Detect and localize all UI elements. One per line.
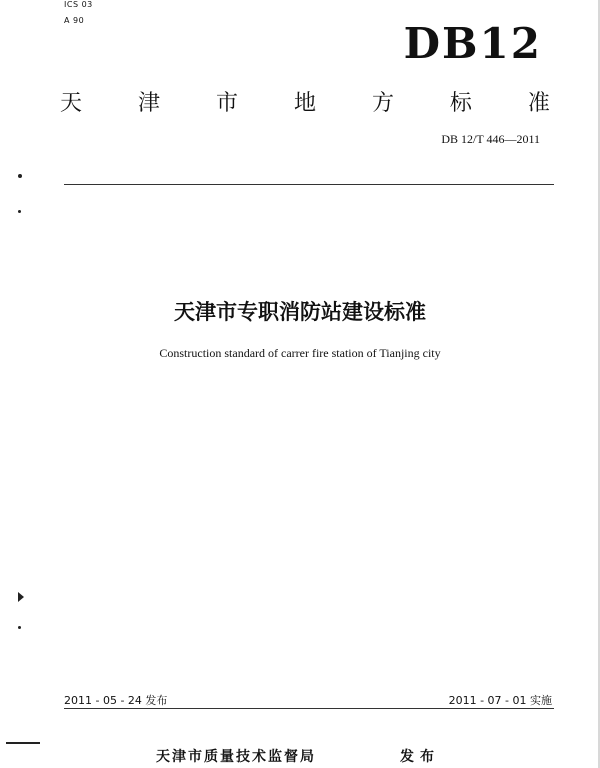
local-standard-heading: [60, 84, 550, 118]
bottom-divider: [64, 708, 554, 709]
scan-artifact: [18, 626, 21, 629]
heading-char: 方: [371, 90, 394, 116]
scan-artifact: [18, 592, 24, 602]
issue-action: 发布: [400, 749, 440, 765]
heading-char: 津: [137, 90, 160, 116]
issuing-authority: 天津市质量技术监督局: [156, 749, 316, 765]
heading-char: 市: [215, 90, 238, 116]
top-divider: [64, 184, 554, 185]
standard-number: DB 12/T 446—2011: [441, 132, 540, 146]
heading-char: 准: [527, 90, 550, 116]
heading-char: 天: [60, 90, 83, 116]
document-title-chinese: 天津市专职消防站建设标准: [174, 300, 426, 324]
db-logo: DB12: [403, 19, 542, 68]
issue-date: 2011 - 05 - 24 发布: [64, 694, 168, 707]
classification-code: A 90: [64, 16, 85, 25]
scan-artifact: [18, 210, 21, 213]
scan-artifact: [6, 742, 40, 744]
heading-char: 地: [293, 90, 316, 116]
heading-char: 标: [449, 90, 472, 116]
ics-code: ICS 03: [64, 0, 93, 9]
scan-artifact: [18, 174, 22, 178]
implementation-date: 2011 - 07 - 01 实施: [448, 694, 552, 707]
document-title-english: Construction standard of carrer fire station of Tianjing city: [159, 346, 441, 360]
